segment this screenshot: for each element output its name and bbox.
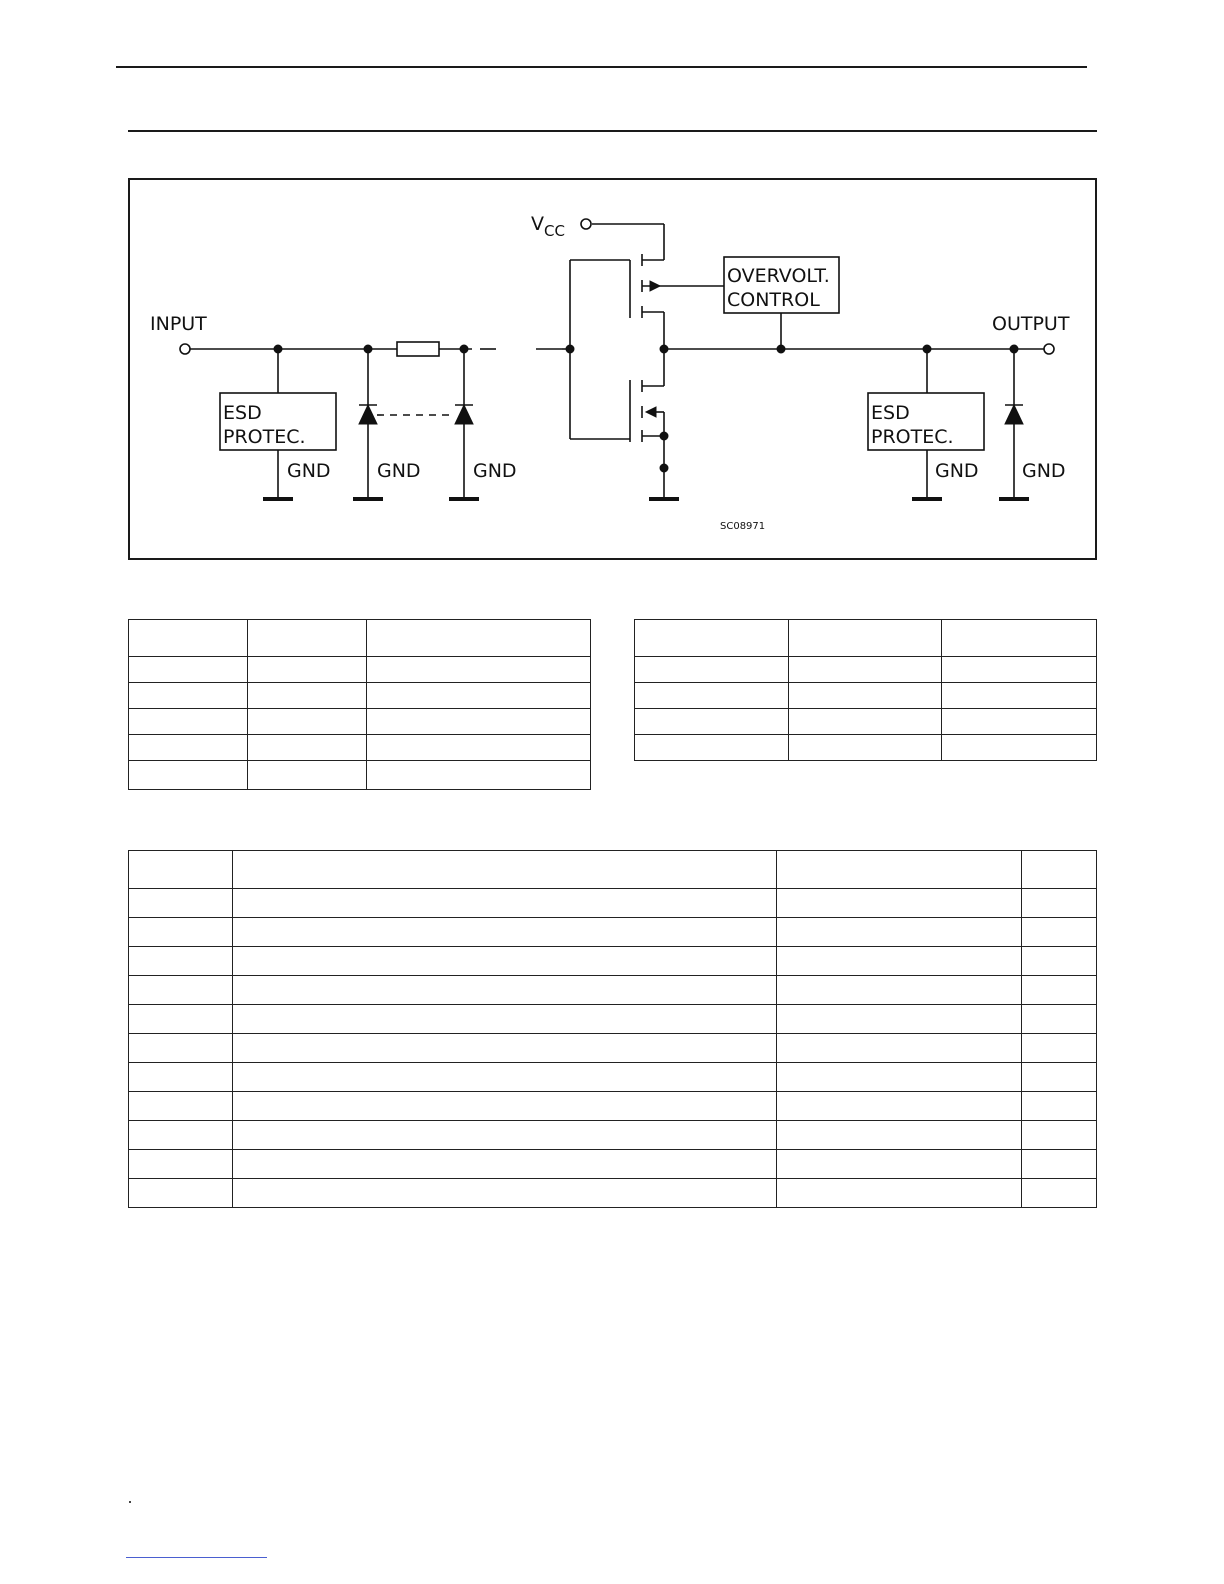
- table-cell: [777, 918, 1022, 947]
- input-label: INPUT: [150, 313, 207, 335]
- table-cell: [789, 683, 942, 709]
- table-row: [129, 1179, 1097, 1208]
- table-cell: [777, 1092, 1022, 1121]
- table-cell: [942, 735, 1097, 761]
- table-row: [129, 1150, 1097, 1179]
- table-cell: [1022, 1063, 1097, 1092]
- esd-left-label-line2: PROTEC.: [223, 426, 306, 448]
- table-row: [129, 918, 1097, 947]
- table-row: [129, 761, 591, 790]
- ground-symbol: [912, 497, 942, 501]
- gnd-label: GND: [473, 460, 517, 482]
- table-row: [129, 889, 1097, 918]
- table-row: [129, 683, 591, 709]
- table-cell: [635, 709, 789, 735]
- table-cell: [789, 709, 942, 735]
- table-cell: [367, 735, 591, 761]
- table-cell: [233, 976, 777, 1005]
- table-cell: [367, 657, 591, 683]
- table-cell: [1022, 947, 1097, 976]
- table-cell: [367, 761, 591, 790]
- ground-symbol: [263, 497, 293, 501]
- table-cell: [248, 657, 367, 683]
- vcc-subscript: CC: [544, 222, 565, 240]
- table-cell: [248, 683, 367, 709]
- table-cell: [635, 683, 789, 709]
- ground-symbol: [449, 497, 479, 501]
- table-row: [635, 683, 1097, 709]
- table-cell: [942, 620, 1097, 657]
- table-row: [129, 1063, 1097, 1092]
- table-cell: [129, 1121, 233, 1150]
- table-cell: [777, 947, 1022, 976]
- output-terminal: [1044, 344, 1054, 354]
- table-cell: [777, 1179, 1022, 1208]
- header-rule-top: [116, 66, 1087, 68]
- table-row: [129, 1121, 1097, 1150]
- table-cell: [129, 761, 248, 790]
- table-cell: [789, 735, 942, 761]
- table-row: [129, 709, 591, 735]
- table-cell: [1022, 1150, 1097, 1179]
- table-cell: [1022, 851, 1097, 889]
- table-row: [129, 851, 1097, 889]
- table-cell: [129, 851, 233, 889]
- table-cell: [233, 889, 777, 918]
- vcc-label: V: [531, 213, 544, 235]
- table-cell: [1022, 1121, 1097, 1150]
- table-cell: [233, 851, 777, 889]
- table-cell: [129, 657, 248, 683]
- table-cell: [367, 683, 591, 709]
- table-cell: [777, 1063, 1022, 1092]
- table-row: [129, 620, 591, 657]
- esd-right-label-line2: PROTEC.: [871, 426, 954, 448]
- table-row: [129, 657, 591, 683]
- table-cell: [1022, 889, 1097, 918]
- table-cell: [233, 1034, 777, 1063]
- table-cell: [1022, 1179, 1097, 1208]
- table-row: [129, 1092, 1097, 1121]
- gnd-label: GND: [935, 460, 979, 482]
- table-cell: [233, 1005, 777, 1034]
- table-cell: [129, 1179, 233, 1208]
- table-cell: [233, 918, 777, 947]
- table-cell: [233, 1179, 777, 1208]
- table-cell: [635, 735, 789, 761]
- table-cell: [248, 735, 367, 761]
- table-cell: [233, 947, 777, 976]
- esd-right-label-line1: ESD: [871, 402, 910, 424]
- table-cell: [129, 1150, 233, 1179]
- table-cell: [1022, 1092, 1097, 1121]
- table-cell: [129, 947, 233, 976]
- table-cell: [129, 683, 248, 709]
- table-cell: [248, 761, 367, 790]
- table-cell: [635, 620, 789, 657]
- table-row: [635, 735, 1097, 761]
- table-cell: [777, 1121, 1022, 1150]
- vcc-terminal: [581, 219, 591, 229]
- table-cell: [942, 657, 1097, 683]
- esd-left-label-line1: ESD: [223, 402, 262, 424]
- table-cell: [789, 657, 942, 683]
- gnd-label: GND: [377, 460, 421, 482]
- table-main: [128, 850, 1097, 1208]
- table-row: [635, 657, 1097, 683]
- table-cell: [248, 709, 367, 735]
- table-cell: [233, 1121, 777, 1150]
- circuit-diagram-frame: [128, 178, 1097, 560]
- table-cell: [367, 709, 591, 735]
- table-cell: [129, 976, 233, 1005]
- table-cell: [129, 620, 248, 657]
- table-cell: [233, 1063, 777, 1092]
- overvolt-label-line1: OVERVOLT.: [727, 265, 830, 287]
- table-cell: [129, 918, 233, 947]
- table-cell: [248, 620, 367, 657]
- table-row: [129, 947, 1097, 976]
- gnd-label: GND: [287, 460, 331, 482]
- table-cell: [1022, 1034, 1097, 1063]
- table-row: [635, 620, 1097, 657]
- output-label: OUTPUT: [992, 313, 1070, 335]
- table-cell: [129, 735, 248, 761]
- diode-symbol: [359, 405, 377, 424]
- table-cell: [129, 889, 233, 918]
- table-cell: [367, 620, 591, 657]
- ground-symbol: [649, 497, 679, 501]
- table-cell: [942, 709, 1097, 735]
- table-row: [129, 976, 1097, 1005]
- table-cell: [777, 1034, 1022, 1063]
- table-row: [129, 735, 591, 761]
- table-cell: [129, 709, 248, 735]
- header-rule-second: [128, 130, 1097, 132]
- table-right: [634, 619, 1097, 761]
- table-cell: [942, 683, 1097, 709]
- gnd-label: GND: [1022, 460, 1066, 482]
- table-cell: [129, 1092, 233, 1121]
- diode-symbol: [1005, 405, 1023, 424]
- table-cell: [129, 1034, 233, 1063]
- table-cell: [129, 1005, 233, 1034]
- table-cell: [789, 620, 942, 657]
- table-left: [128, 619, 591, 790]
- table-row: [129, 1034, 1097, 1063]
- page-mark: [129, 1501, 131, 1503]
- ground-symbol: [353, 497, 383, 501]
- diode-symbol: [455, 405, 473, 424]
- table-row: [635, 709, 1097, 735]
- table-row: [129, 1005, 1097, 1034]
- table-cell: [777, 1150, 1022, 1179]
- table-cell: [1022, 1005, 1097, 1034]
- table-cell: [1022, 976, 1097, 1005]
- table-cell: [129, 1063, 233, 1092]
- ground-symbol: [999, 497, 1029, 501]
- table-cell: [233, 1092, 777, 1121]
- table-cell: [635, 657, 789, 683]
- table-cell: [233, 1150, 777, 1179]
- input-terminal: [180, 344, 190, 354]
- footer-link-underline[interactable]: [126, 1557, 267, 1558]
- overvolt-label-line2: CONTROL: [727, 289, 820, 311]
- circuit-diagram: [130, 180, 1095, 558]
- table-cell: [777, 976, 1022, 1005]
- figure-code: SC08971: [720, 521, 766, 532]
- table-cell: [777, 851, 1022, 889]
- resistor-symbol: [397, 342, 439, 356]
- table-cell: [777, 889, 1022, 918]
- table-cell: [777, 1005, 1022, 1034]
- table-cell: [1022, 918, 1097, 947]
